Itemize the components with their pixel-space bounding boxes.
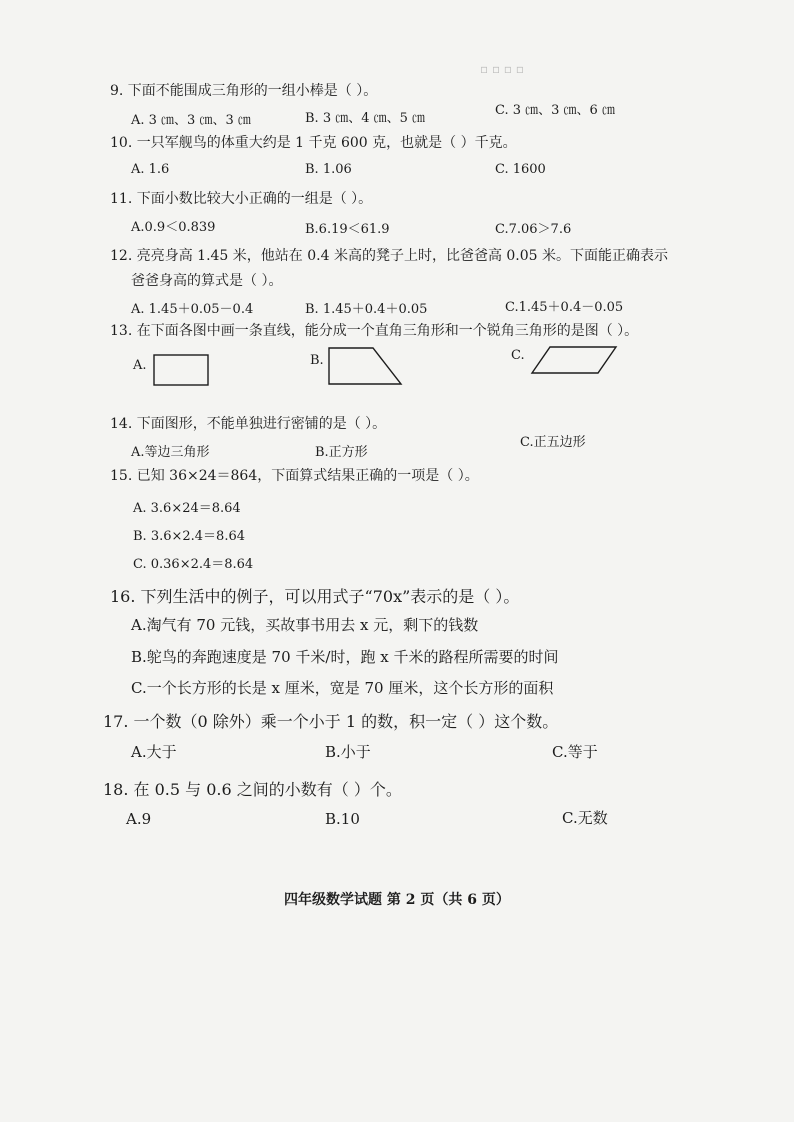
question-9-option-a: A. 3 ㎝、3 ㎝、3 ㎝ [131, 113, 251, 128]
question-11-stem: 11. 下面小数比较大小正确的一组是（ ）。 [110, 191, 373, 207]
question-18-option-a: A.9 [126, 810, 152, 828]
page-footer: 四年级数学试题 第 2 页（共 6 页） [284, 892, 510, 908]
question-15-stem: 15. 已知 36×24＝864，下面算式结果正确的一项是（ ）。 [110, 468, 479, 484]
question-16-option-a: A.淘气有 70 元钱，买故事书用去 x 元，剩下的钱数 [131, 616, 479, 634]
question-16-option-b: B.鸵鸟的奔跑速度是 70 千米/时，跑 x 千米的路程所需要的时间 [131, 648, 559, 666]
question-17-stem: 17. 一个数（0 除外）乘一个小于 1 的数，积一定（ ）这个数。 [103, 712, 559, 731]
question-14-option-c: C.正五边形 [520, 435, 586, 450]
question-10-option-c: C. 1600 [495, 162, 546, 177]
question-16-stem: 16. 下列生活中的例子，可以用式子“70x”表示的是（ ）。 [110, 587, 520, 606]
trapezoid-figure [325, 345, 405, 387]
bleed-through-mark: ▫ ▫ ▫ ▫ [480, 62, 524, 76]
question-14-option-a: A.等边三角形 [131, 445, 210, 460]
question-10-option-a: A. 1.6 [131, 162, 170, 177]
question-15-option-b: B. 3.6×2.4＝8.64 [133, 529, 246, 544]
question-12-stem-line2: 爸爸身高的算式是（ ）。 [131, 273, 283, 289]
question-13-option-a: A. [133, 358, 147, 373]
question-9-stem: 9. 下面不能围成三角形的一组小棒是（ ）。 [110, 83, 378, 99]
question-18-option-c: C.无数 [562, 809, 608, 827]
question-17-option-b: B.小于 [325, 743, 371, 761]
question-11-option-c: C.7.06＞7.6 [495, 222, 572, 237]
question-17-option-c: C.等于 [552, 743, 598, 761]
parallelogram-figure [530, 344, 620, 376]
question-14-option-b: B.正方形 [315, 445, 368, 460]
question-10-stem: 10. 一只军舰鸟的体重大约是 1 千克 600 克，也就是（ ）千克。 [110, 135, 517, 151]
question-18-stem: 18. 在 0.5 与 0.6 之间的小数有（ ）个。 [103, 780, 402, 799]
question-11-option-b: B.6.19＜61.9 [305, 222, 390, 237]
question-14-stem: 14. 下面图形，不能单独进行密铺的是（ ）。 [110, 416, 387, 432]
question-15-option-c: C. 0.36×2.4＝8.64 [133, 557, 254, 572]
question-15-option-a: A. 3.6×24＝8.64 [133, 501, 241, 516]
question-12-option-c: C.1.45＋0.4－0.05 [505, 300, 624, 315]
rectangle-figure [152, 353, 210, 387]
question-9-option-c: C. 3 ㎝、3 ㎝、6 ㎝ [495, 103, 615, 118]
question-11-option-a: A.0.9＜0.839 [131, 220, 216, 235]
question-12-option-a: A. 1.45＋0.05－0.4 [131, 302, 254, 317]
question-12-stem: 12. 亮亮身高 1.45 米，他站在 0.4 米高的凳子上时，比爸爸高 0.05 米。下面能正确表示 [110, 248, 669, 264]
question-17-option-a: A.大于 [131, 743, 177, 761]
question-12-option-b: B. 1.45＋0.4＋0.05 [305, 302, 428, 317]
question-13-stem: 13. 在下面各图中画一条直线，能分成一个直角三角形和一个锐角三角形的是图（ ）。 [110, 323, 639, 339]
question-16-option-c: C.一个长方形的长是 x 厘米，宽是 70 厘米，这个长方形的面积 [131, 679, 554, 697]
question-13-option-b: B. [310, 353, 324, 368]
question-18-option-b: B.10 [325, 810, 360, 828]
question-10-option-b: B. 1.06 [305, 162, 352, 177]
question-13-option-c: C. [511, 348, 525, 363]
question-9-option-b: B. 3 ㎝、4 ㎝、5 ㎝ [305, 111, 426, 126]
